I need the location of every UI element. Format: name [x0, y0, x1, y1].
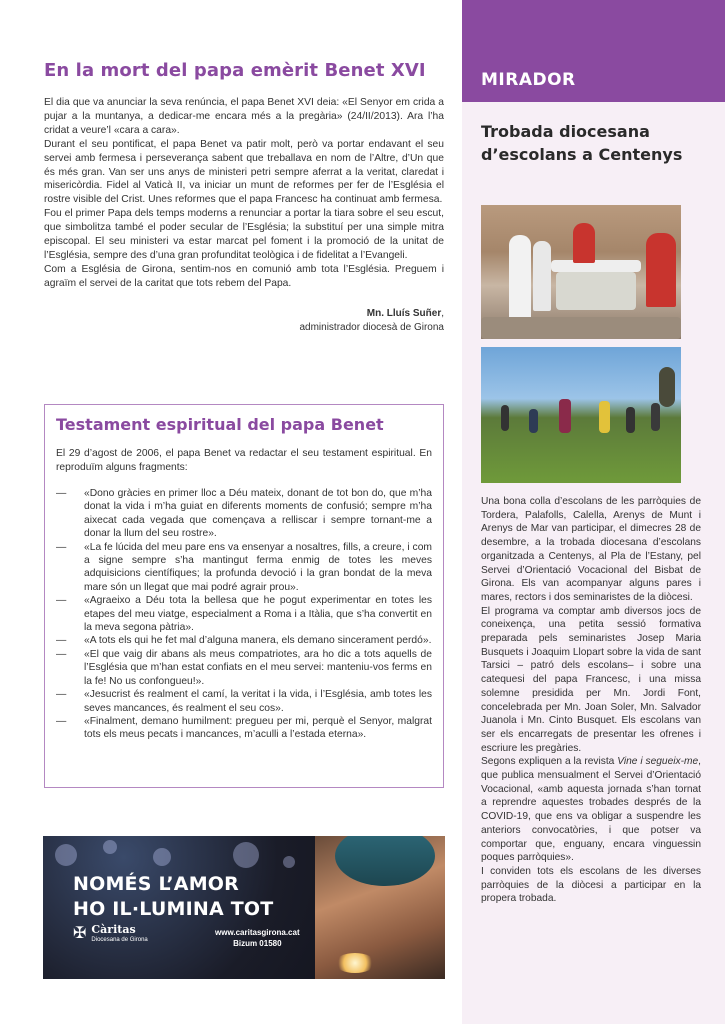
mass-photo [481, 205, 681, 339]
ad-bizum: Bizum 01580 [233, 939, 282, 948]
article-paragraph: Fou el primer Papa dels temps moderns a renunciar a portar la tiara sobre el seu escut, que simbolitza també el poder secular de l’Església; la substituí per una simple mitra episcopal. El seu ministeri va estar marcat pel foment i la promoció de la unitat de l’Església, sempre des d’una gran profunditat teològica i de fidelitat a l’Evangeli. [44, 208, 444, 261]
signature-role: administrador diocesà de Girona [299, 321, 444, 333]
child-figure [501, 405, 509, 431]
quote-text: «La fe lúcida del meu pare ens va ensenyar a nosaltres, fills, a creure, i com a signe sempre s’ha mantingut ferma enmig de totes les meves adquisicions científiques; la profunda devoció i la gran bondat de la meva mare són un llegat que mai podré agrair prou». [84, 541, 432, 593]
quote-dash: — [56, 488, 67, 499]
article-title: En la mort del papa emèrit Benet XVI [44, 60, 426, 81]
altar-base-shape [556, 272, 636, 310]
quote-dash: — [56, 715, 67, 727]
child-figure [626, 407, 635, 433]
sidebar-paragraph: El programa va comptar amb diversos jocs de coneixença, una petita sessió formativa preparada pels seminaristes Josep Maria Busquets i Joaquim Llopart sobre la vida de sant Tarsici – patró dels escolans– i sobre una catequesi del papa Francesc, i una missa solemne presidida per Mn. Jordi Font, concelebrada per Mn. Joan Soler, Mn. Salvador Juanola i Mn. Cinto Busquet. Els escolans van ser els encarregats de presentar les ofrenes i escriure les pregàries. [481, 605, 701, 754]
signature-name: Mn. Lluís Suñer [366, 307, 442, 319]
ad-slogan-line: NOMÉS L’AMOR [73, 873, 239, 895]
section-label: MIRADOR [481, 70, 576, 90]
quote-text: «A tots els qui he fet mal d’alguna manera, els demano sincerament perdó». [84, 635, 432, 647]
article-paragraph: El dia que va anunciar la seva renúncia, el papa Benet XVI deia: «El Senyor em crida a pujar a la muntanya, a dedicar-me encara més a la pregària» (24/II/2013). Ara l’ha cridat a veure’l «cara a cara». [44, 97, 444, 136]
bokeh-light [283, 856, 295, 868]
child-figure [559, 399, 571, 433]
bokeh-light [103, 840, 117, 854]
quote-item [56, 541, 432, 595]
altar-shape [551, 260, 641, 272]
caritas-ad-banner[interactable] [43, 836, 445, 979]
ad-website-link[interactable]: www.caritasgirona.cat [215, 928, 300, 937]
caritas-logo [73, 924, 148, 944]
caritas-cross-icon: ✠ [73, 925, 87, 942]
quote-text: «Finalment, demano humilment: pregueu per mi, perquè el Senyor, malgrat tots els meus pecats i mancances, m’aculli a l’estada eterna». [84, 715, 432, 741]
floor-shape [481, 317, 681, 339]
bokeh-light [55, 844, 77, 866]
article-paragraph: Com a Església de Girona, sentim-nos en comunió amb tota l’Església. Preguem i agraïm el servei de la caritat que tots rebem del Papa. [44, 263, 444, 289]
quote-text: «El que vaig dir abans als meus compatriotes, ara ho dic a tots aquells de l’Església que m’han estat confiats en el meu servei: manteniu-vos ferms en la fe! No us confongueu!». [84, 648, 432, 687]
child-figure [599, 401, 610, 433]
sidebar-paragraph-text: , que publica mensualment el Servei d’Orientació Vocacional, «amb aquesta jornada s’han tornat a reprendre aquestes trobades després de la COVID-19, que ens va obligar a suspendre les anteriors convocatòries, i que potser va comportar que, enguany, encara vinguessin poques parròquies». [481, 756, 701, 864]
bokeh-light [153, 848, 171, 866]
sidebar-paragraph: Una bona colla d’escolans de les parròquies de Tordera, Palafolls, Calella, Arenys de Munt i Arenys de Mar van participar, el dimecres 28 de desembre, a la trobada diocesana d’escolans organitzada a Centenys, al Pla de l’Estany, pel Servei d’Orientació Vocacional del Bisbat de Girona. Els van acompanyar alguns pares i mares, rectors i dos seminaristes de la diòcesi. [481, 496, 701, 603]
main-article [44, 60, 444, 335]
quote-dash: — [56, 689, 67, 701]
bokeh-light [233, 842, 259, 868]
sidebar-title: Trobada diocesana d’escolans a Centenys [481, 122, 683, 164]
article-paragraph: Durant el seu pontificat, el papa Benet va patir molt, però va portar endavant el seu servei amb fermesa i perseverança sabent que treballava en nom de l’Altre, d’Un que és més gran. Van ser uns anys de ministeri petri sempre aferrat a la veritat, claredat i misericòrdia. Fidel al Vaticà II, va iniciar un munt de reformes per fer de l’Església el rostre visible del Crist. Unes reformes que el papa Francesc ha continuat amb fermesa. [44, 138, 444, 206]
priest-figure [573, 223, 595, 263]
sidebar-paragraph-text: Segons expliquen a la revista [481, 756, 618, 768]
testament-box [44, 404, 444, 788]
article-body [44, 96, 444, 291]
child-figure [529, 409, 538, 433]
quote-dash: — [56, 635, 67, 647]
priest-figure [646, 233, 676, 307]
sidebar-header [462, 0, 725, 102]
testament-intro: El 29 d’agost de 2006, el papa Benet va redactar el seu testament espiritual. En reproduïm alguns fragments: [56, 448, 432, 473]
altar-server-figure [533, 241, 551, 311]
testament-title: Testament espiritual del papa Benet [56, 415, 384, 434]
quote-item [56, 634, 432, 647]
sidebar-body [481, 495, 701, 906]
testament-quotes [56, 487, 432, 742]
games-photo [481, 347, 681, 483]
quote-dash: — [56, 648, 67, 660]
signature-comma: , [441, 307, 444, 319]
article-signature [44, 307, 444, 335]
caritas-brand-sub: Diocesana de Girona [91, 937, 148, 943]
altar-server-figure [509, 235, 531, 323]
quote-item [56, 715, 432, 742]
candle-glow-image [335, 953, 375, 973]
quote-item [56, 594, 432, 634]
quote-text: «Jesucrist és realment el camí, la veritat i la vida, i l’Església, amb totes les seves mancances, és realment el seu cos». [84, 689, 432, 714]
quote-item [56, 648, 432, 688]
quote-dash: — [56, 541, 67, 553]
child-figure [651, 403, 660, 431]
quote-item [56, 487, 432, 541]
quote-dash: — [56, 595, 67, 607]
sidebar-paragraph: I conviden tots els escolans de les diverses parròquies de la diòcesi a participar en la propera trobada. [481, 865, 701, 905]
mirador-sidebar [462, 0, 725, 1024]
sidebar-paragraph [481, 755, 701, 865]
ad-slogan-line: HO IL·LUMINA TOT [73, 898, 274, 920]
magazine-name: Vine i segueix-me [617, 756, 699, 768]
quote-item [56, 688, 432, 715]
quote-text: «Dono gràcies en primer lloc a Déu mateix, donant de tot bon do, que m’ha donat la vida i m’ha guiat en diferents moments de confusió; sempre m’ha aixecat cada vegada que començava a relliscar i sempre tornant-me a donar la llum del seu rostre». [84, 488, 432, 540]
caritas-brand: Càritas [91, 923, 136, 936]
tree-shape [659, 367, 675, 407]
ad-contact [215, 927, 300, 949]
quote-text: «Agraeixo a Déu tota la bellesa que he pogut experimentar en totes les etapes del meu viatge, especialment a Roma i a Itàlia, que s’ha convertit en la meva segona pàtria». [84, 595, 432, 634]
ad-slogan [73, 872, 273, 922]
